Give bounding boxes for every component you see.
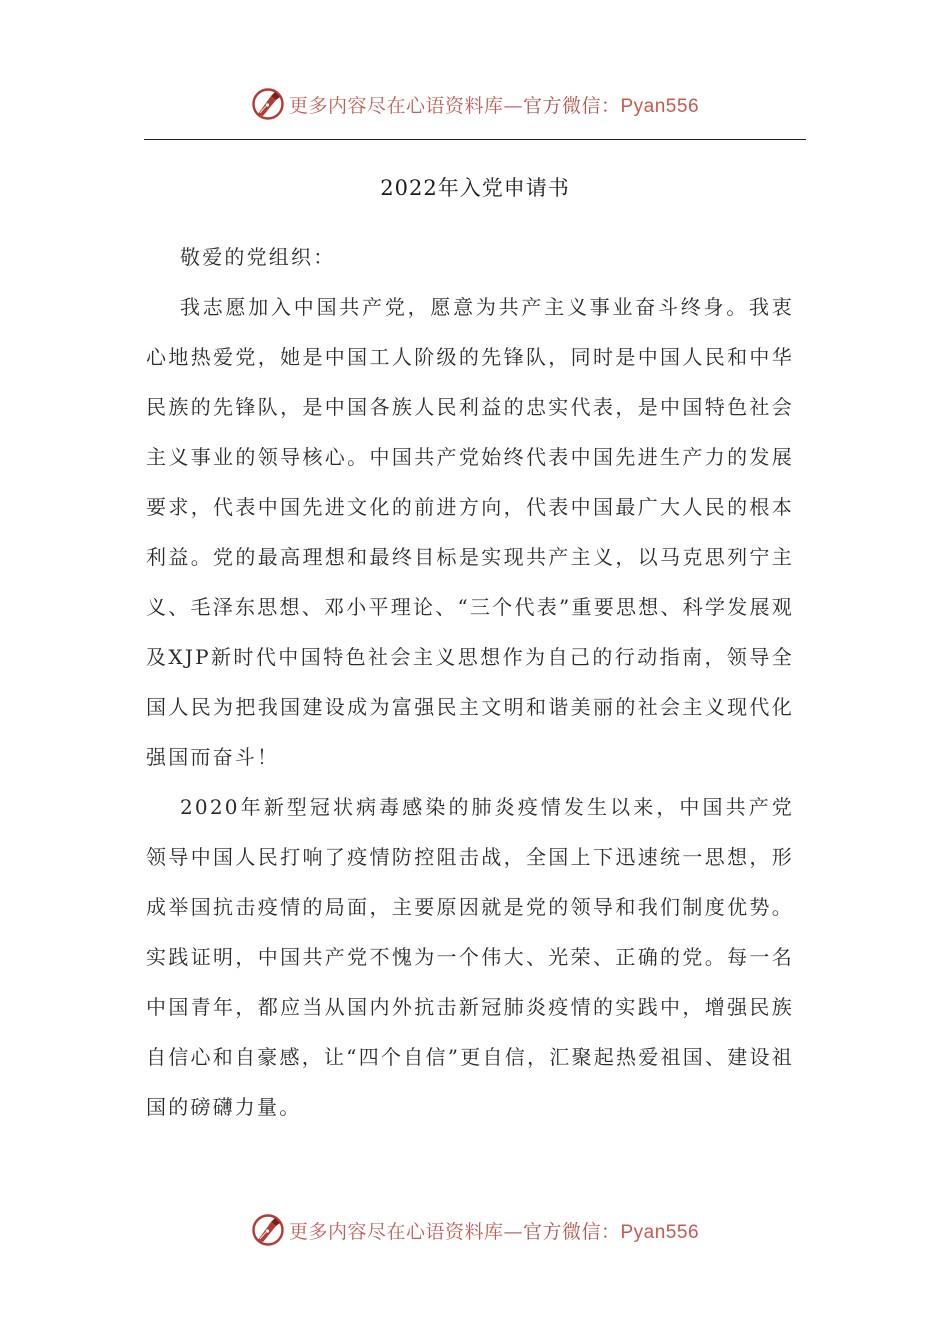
header-divider — [144, 139, 806, 140]
footer-banner-wechat-label: 官方微信： — [522, 1220, 621, 1243]
footer-banner-wechat-id: Pyan556 — [620, 1221, 700, 1243]
footer-banner-dash: — — [503, 1220, 523, 1243]
header-banner-text — [289, 91, 699, 118]
pen-nib-logo-icon — [251, 87, 285, 121]
footer-banner — [0, 1210, 950, 1250]
footer-banner-main: 更多内容尽在心语资料库 — [288, 1220, 504, 1243]
footer-banner-text — [289, 1217, 699, 1244]
pen-nib-logo-icon — [251, 1213, 285, 1247]
header-banner-main: 更多内容尽在心语资料库 — [288, 94, 504, 117]
salutation: 敬爱的党组织： — [180, 245, 336, 269]
body-paragraph: 2020年新型冠状病毒感染的肺炎疫情发生以来，中国共产党领导中国人民打响了疫情防控阻击战，全国上下迅速统一思想，形成举国抗击疫情的局面，主要原因就是党的领导和我们制度优势。实践证明，中国共产党不愧为一个伟大、光荣、正确的党。每一名中国青年，都应当从国内外抗击新冠肺炎疫情的实践中，增强民族自信心和自豪感，让“四个自信”更自信，汇聚起热爱祖国、建设祖国的磅礴力量。 — [146, 795, 794, 1119]
header-banner-wechat-id: Pyan556 — [620, 95, 700, 117]
header-banner-wechat-label: 官方微信： — [522, 94, 621, 117]
document-title: 2022年入党申请书 — [380, 176, 570, 200]
header-banner — [0, 84, 950, 124]
header-banner-dash: — — [503, 94, 523, 117]
document-body — [146, 232, 794, 1132]
body-paragraph: 我志愿加入中国共产党，愿意为共产主义事业奋斗终身。我衷心地热爱党，她是中国工人阶级的先锋队，同时是中国人民和中华民族的先锋队，是中国各族人民利益的忠实代表，是中国特色社会主义事业的领导核心。中国共产党始终代表中国先进生产力的发展要求，代表中国先进文化的前进方向，代表中国最广大人民的根本利益。党的最高理想和最终目标是实现共产主义，以马克思列宁主义、毛泽东思想、邓小平理论、“三个代表”重要思想、科学发展观及XJP新时代中国特色社会主义思想作为自己的行动指南，领导全国人民为把我国建设成为富强民主文明和谐美丽的社会主义现代化强国而奋斗！ — [146, 295, 794, 769]
